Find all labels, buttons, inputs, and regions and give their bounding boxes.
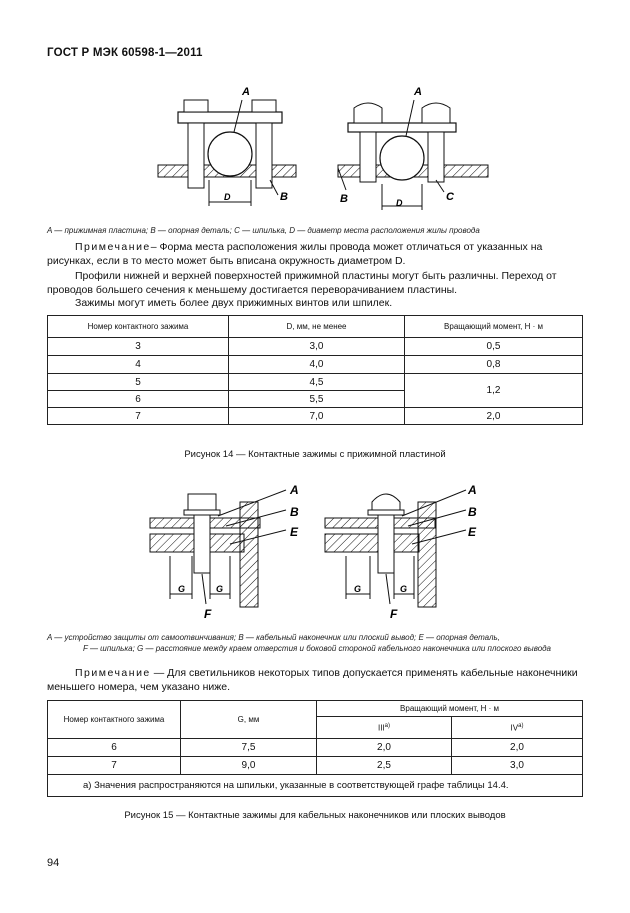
table-cell: 4 (48, 356, 229, 374)
fig14-label-a-right: A (414, 86, 422, 98)
fig15-th-iii (317, 717, 452, 739)
table-cell: 3 (48, 338, 229, 356)
fig14-th-torque: Вращающий момент, Н · м (405, 316, 583, 338)
table-cell: 7,0 (229, 408, 405, 425)
fig15-label-a-left: A (290, 483, 299, 497)
fig15-label-g2-right: G (400, 584, 408, 594)
fig14-label-c-right: C (446, 191, 454, 203)
table-cell: 4,5 (229, 374, 405, 391)
fig14-para2: Зажимы могут иметь более двух прижимных винтов или шпилек. (75, 297, 393, 309)
fig14-right-assembly (338, 100, 488, 210)
fig14-label-d-left: D (224, 192, 231, 202)
fig15-label-b-left: B (290, 505, 299, 519)
table-cell: 5 (48, 374, 229, 391)
fig15-legend-line1: A — устройство защиты от самоотвинчивания; B — кабельный наконечник или плоский вывод; E — опорная деталь, (47, 633, 500, 642)
fig14-table (47, 315, 583, 425)
fig15-th-iv-sup: a) (518, 722, 524, 729)
fig15-label-b-right: B (468, 505, 477, 519)
fig15-label-f-right: F (390, 607, 398, 621)
fig14-note-prefix: Примечание (75, 241, 151, 253)
fig15-legend-line2: F — шпилька; G — расстояние между краем отверстия и боковой стороной кабельного наконечника или плоского вывода (82, 644, 552, 653)
fig15-label-f-left: F (204, 607, 212, 621)
table-cell: 0,5 (405, 338, 583, 356)
table-cell: 6 (48, 391, 229, 408)
table-cell: 6 (48, 739, 181, 757)
table-row (48, 408, 583, 425)
table-row (48, 739, 583, 757)
fig15-note-prefix: Примечание (75, 667, 151, 679)
fig15-th-torque: Вращающий момент, Н · м (317, 701, 583, 717)
fig15-footnote: a) Значения распространяются на шпильки, указанные в соответствующей графе таблицы 14.4. (48, 775, 583, 797)
fig15-note (47, 666, 587, 694)
table-cell: 2,0 (452, 739, 583, 757)
fig14-label-b-right: B (340, 193, 348, 205)
figure14-drawing (150, 80, 570, 220)
table-cell: 7 (48, 408, 229, 425)
fig15-th-number: Номер контактного зажима (48, 701, 181, 739)
page-number: 94 (47, 857, 60, 869)
table-cell: 3,0 (229, 338, 405, 356)
fig15-th-iv (452, 717, 583, 739)
table-row (48, 356, 583, 374)
fig14-label-a-left: A (242, 86, 250, 98)
fig15-th-g: G, мм (181, 701, 317, 739)
fig15-caption: Рисунок 15 — Контактные зажимы для кабельных наконечников или плоских выводов (124, 810, 506, 821)
fig14-label-d-right: D (396, 198, 403, 208)
fig15-label-g2-left: G (216, 584, 224, 594)
fig15-label-e-left: E (290, 525, 299, 539)
standard-header: ГОСТ Р МЭК 60598-1—2011 (47, 47, 203, 59)
table-cell: 1,2 (405, 374, 583, 408)
fig14-th-number: Номер контактного зажима (48, 316, 229, 338)
fig15-table (47, 700, 583, 797)
table-cell: 2,0 (405, 408, 583, 425)
fig14-para1: Профили нижней и верхней поверхностей прижимной пластины могут быть различны. Переход от проводов большего сечения к меньшему достигается переворачиванием пластины. (47, 270, 557, 296)
fig14-note (47, 240, 587, 268)
table-cell: 9,0 (181, 757, 317, 775)
table-cell: 2,0 (317, 739, 452, 757)
fig15-label-g1-left: G (178, 584, 186, 594)
table-cell: 5,5 (229, 391, 405, 408)
table-row (48, 374, 583, 391)
fig15-th-iv-label: IV (510, 723, 519, 733)
fig15-th-iii-sup: a) (384, 722, 390, 729)
table-row (48, 338, 583, 356)
table-cell: 0,8 (405, 356, 583, 374)
fig15-note-text: — Для светильников некоторых типов допускается применять кабельные наконечники меньшего номера, чем указано ниже. (47, 667, 578, 693)
fig15-label-a-right: A (468, 483, 477, 497)
fig15-label-g1-right: G (354, 584, 362, 594)
fig14-label-b-left: B (280, 191, 288, 203)
fig14-th-d: D, мм, не менее (229, 316, 405, 338)
fig14-note-text: – Форма места расположения жилы провода может отличаться от указанных на рисунках, если в то место может быть вписана окружность диаметром D. (47, 241, 543, 267)
fig14-caption: Рисунок 14 — Контактные зажимы с прижимной пластиной (184, 449, 446, 460)
table-cell: 2,5 (317, 757, 452, 775)
fig15-label-e-right: E (468, 525, 477, 539)
table-cell: 3,0 (452, 757, 583, 775)
fig14-left-assembly (158, 100, 296, 206)
fig14-legend: A — прижимная пластина; B — опорная деталь; C — шпилька, D — диаметр места расположения жилы провода (47, 226, 480, 235)
fig15-right-assembly (325, 490, 466, 607)
table-row (48, 757, 583, 775)
table-cell: 4,0 (229, 356, 405, 374)
figure15-drawing (140, 474, 500, 624)
table-cell: 7,5 (181, 739, 317, 757)
table-cell: 7 (48, 757, 181, 775)
fig15-th-iii-label: III (377, 723, 385, 733)
